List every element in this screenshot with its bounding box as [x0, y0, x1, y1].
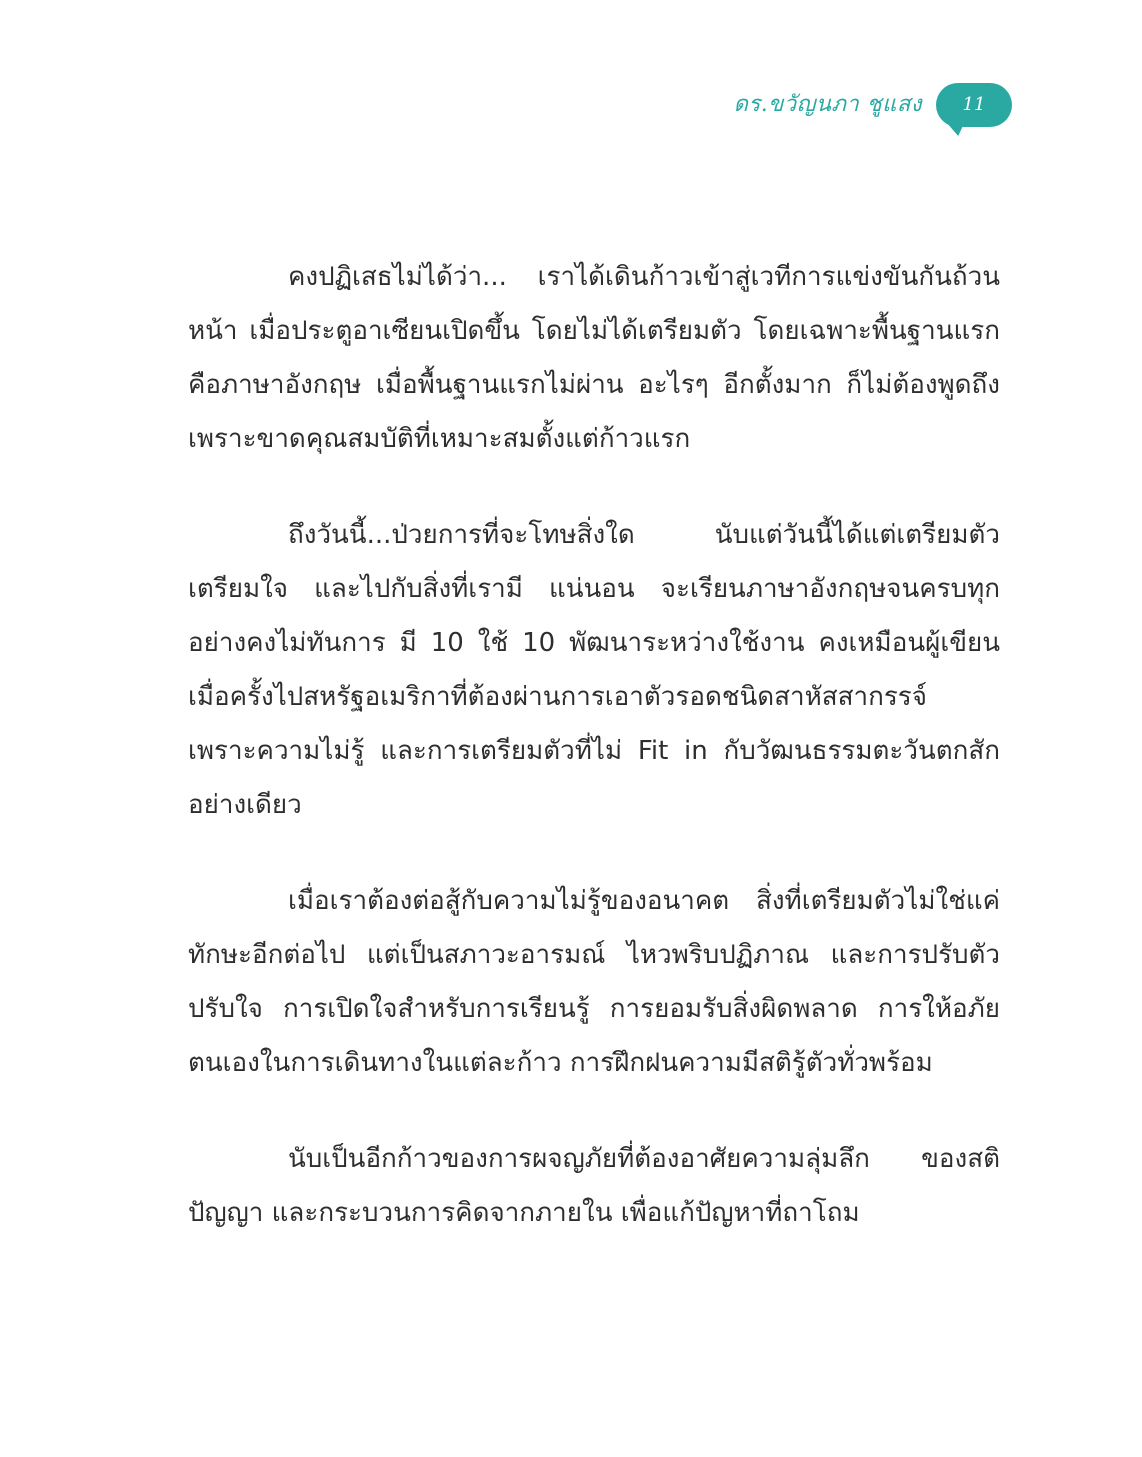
author-name: ดร.ขวัญนภา ชูแสง [733, 92, 922, 117]
paragraph: ถึงวันนี้...ป่วยการที่จะโทษสิ่งใด นับแต่วันนี้ได้แต่เตรียมตัว เตรียมใจ และไปกับสิ่งที่เรามี แน่นอน จะเรียนภาษาอังกฤษจนครบทุกอย่างคงไม่ทันการ มี 10 ใช้ 10 พัฒนาระหว่างใช้งาน คงเหมือนผู้เขียนเมื่อครั้งไปสหรัฐอเมริกาที่ต้องผ่านการเอาตัวรอดชนิดสาหัสสากรรจ์ เพราะความไม่รู้ และการเตรียมตัวที่ไม่ Fit in กับวัฒนธรรมตะวันตกสักอย่างเดียว [188, 520, 1000, 820]
page-number: 11 [962, 94, 986, 115]
page-header [734, 83, 1012, 127]
paragraph: เมื่อเราต้องต่อสู้กับความไม่รู้ของอนาคต สิ่งที่เตรียมตัวไม่ใช่แค่ทักษะอีกต่อไป แต่เป็นสภาวะอารมณ์ ไหวพริบปฏิภาณ และการปรับตัว ปรับใจ การเปิดใจสำหรับการเรียนรู้ การยอมรับสิ่งผิดพลาด การให้อภัยตนเองในการเดินทางในแต่ละก้าว การฝึกฝนความมีสติรู้ตัวทั่วพร้อม [188, 886, 1000, 1078]
page-number-badge [936, 83, 1012, 127]
paragraph: นับเป็นอีกก้าวของการผจญภัยที่ต้องอาศัยความลุ่มลึก ของสติปัญญา และกระบวนการคิดจากภายใน เพื่อแก้ปัญหาที่ถาโถม [188, 1144, 1000, 1228]
body-text [188, 250, 1000, 1282]
paragraph: คงปฏิเสธไม่ได้ว่า... เราได้เดินก้าวเข้าสู่เวทีการแข่งขันกันถ้วนหน้า เมื่อประตูอาเซียนเปิดขึ้น โดยไม่ได้เตรียมตัว โดยเฉพาะพื้นฐานแรกคือภาษาอังกฤษ เมื่อพื้นฐานแรกไม่ผ่าน อะไรๆ อีกตั้งมาก ก็ไม่ต้องพูดถึงเพราะขาดคุณสมบัติที่เหมาะสมตั้งแต่ก้าวแรก [188, 262, 1000, 454]
